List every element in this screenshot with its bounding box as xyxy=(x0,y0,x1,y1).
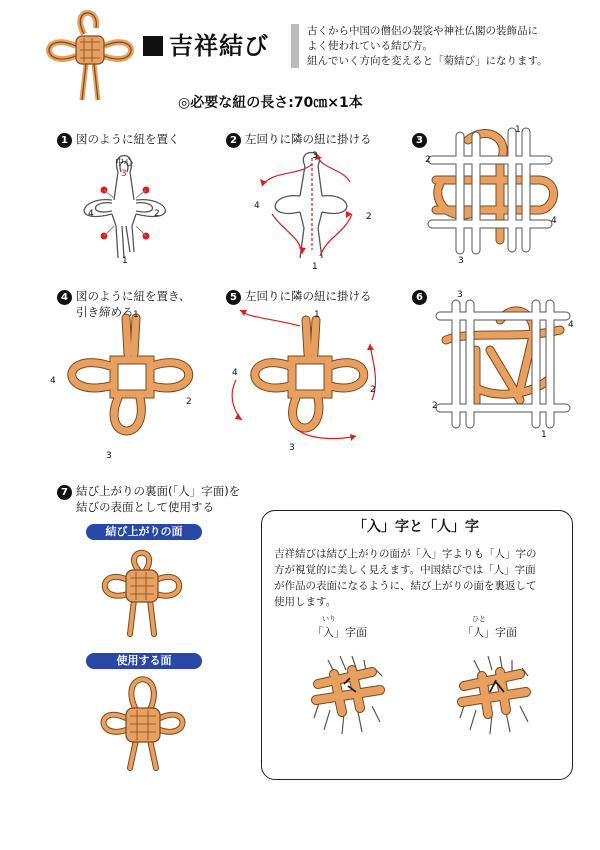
cord-label-4: 4 xyxy=(232,368,238,378)
page-title-text: 吉祥結び xyxy=(169,32,269,60)
cord-label-3: 3 xyxy=(289,443,295,453)
intro-line: よく使われている結び方。 xyxy=(307,40,433,52)
cord-label-1: 1 xyxy=(541,430,547,440)
info-box-title: 「入」字と「人」字 xyxy=(353,519,479,535)
intro-text xyxy=(307,24,587,69)
step-6-caption xyxy=(412,289,431,305)
step-7-caption xyxy=(57,484,240,515)
cord-label-3: 3 xyxy=(458,256,464,266)
cord-label-4: 4 xyxy=(551,216,557,226)
title-divider xyxy=(291,24,299,68)
info-box-body xyxy=(274,546,562,610)
step-number: 4 xyxy=(57,290,72,305)
step-1-caption xyxy=(57,132,180,148)
step-number: 5 xyxy=(226,290,241,305)
cord-label-3: 3 xyxy=(457,290,463,300)
step-text: 結びの表面として使用する xyxy=(76,500,214,514)
cord-label-4: 4 xyxy=(88,209,94,219)
step-number: 3 xyxy=(412,133,427,148)
step-text: 図のように紐を置く xyxy=(76,132,180,146)
cord-label-2: 2 xyxy=(154,209,160,219)
cord-label-2: 2 xyxy=(432,401,438,411)
cord-label-3: 3 xyxy=(312,151,318,161)
cord-label-4: 4 xyxy=(254,201,260,211)
step-number: 6 xyxy=(412,290,427,305)
step-number: 2 xyxy=(226,133,241,148)
step-text: 引き締める xyxy=(76,305,134,319)
step-number: 1 xyxy=(57,133,72,148)
info-box-line: 方が視覚的に美しく見えます。中国結びでは「人」字面 xyxy=(274,564,536,576)
step-text: 左回りに隣の紐に掛ける xyxy=(245,132,372,146)
right-face-label: 「人」字面 xyxy=(462,626,517,639)
right-ruby: ひと xyxy=(472,615,486,623)
left-ruby: いり xyxy=(322,615,336,623)
step-2-caption xyxy=(226,132,372,148)
hito-face-illustration xyxy=(0,0,1,1)
required-length: ◎必要な紐の長さ:70㎝×1本 xyxy=(178,95,363,111)
cord-label-4: 4 xyxy=(568,320,574,330)
cord-label-1: 1 xyxy=(133,310,139,320)
cord-label-2: 2 xyxy=(186,397,192,407)
cord-label-1: 1 xyxy=(122,256,128,266)
page-title xyxy=(143,26,269,61)
cord-label-2: 2 xyxy=(370,385,376,395)
info-box-line: が作品の表面になるように、結び上がりの面を裏返して xyxy=(274,580,537,592)
cord-label-3: 3 xyxy=(106,451,112,461)
info-box-line: 使用します。 xyxy=(274,596,337,608)
step-text: 結び上がりの裏面(「人」字面)を xyxy=(76,484,241,498)
cord-label-2: 2 xyxy=(425,155,431,165)
left-face-label: 「入」字面 xyxy=(312,626,367,639)
cord-label-3: 3 xyxy=(121,169,127,179)
step-text: 図のように紐を置き、 xyxy=(76,289,191,303)
center-label: 中心 xyxy=(115,158,134,168)
cord-label-2: 2 xyxy=(366,212,372,222)
step-3-caption xyxy=(412,132,431,148)
step-5-caption xyxy=(226,289,372,305)
used-face-pill: 使用する面 xyxy=(86,653,202,669)
info-box-line: 吉祥結びは結び上がりの面が「入」字よりも「人」字の xyxy=(274,548,537,560)
cord-label-4: 4 xyxy=(50,376,56,386)
cord-label-1: 1 xyxy=(515,125,521,135)
intro-line: 組んでいく方向を変えると「菊結び」になります。 xyxy=(307,55,548,67)
title-square-mark xyxy=(143,36,163,56)
intro-line: 古くから中国の僧侶の袈裟や神社仏閣の装飾品に xyxy=(307,25,538,37)
step-text: 左回りに隣の紐に掛ける xyxy=(245,289,372,303)
step-number: 7 xyxy=(57,485,72,500)
finished-face-pill: 結び上がりの面 xyxy=(86,524,202,540)
cord-label-1: 1 xyxy=(314,310,320,320)
cord-label-1: 1 xyxy=(312,262,318,272)
